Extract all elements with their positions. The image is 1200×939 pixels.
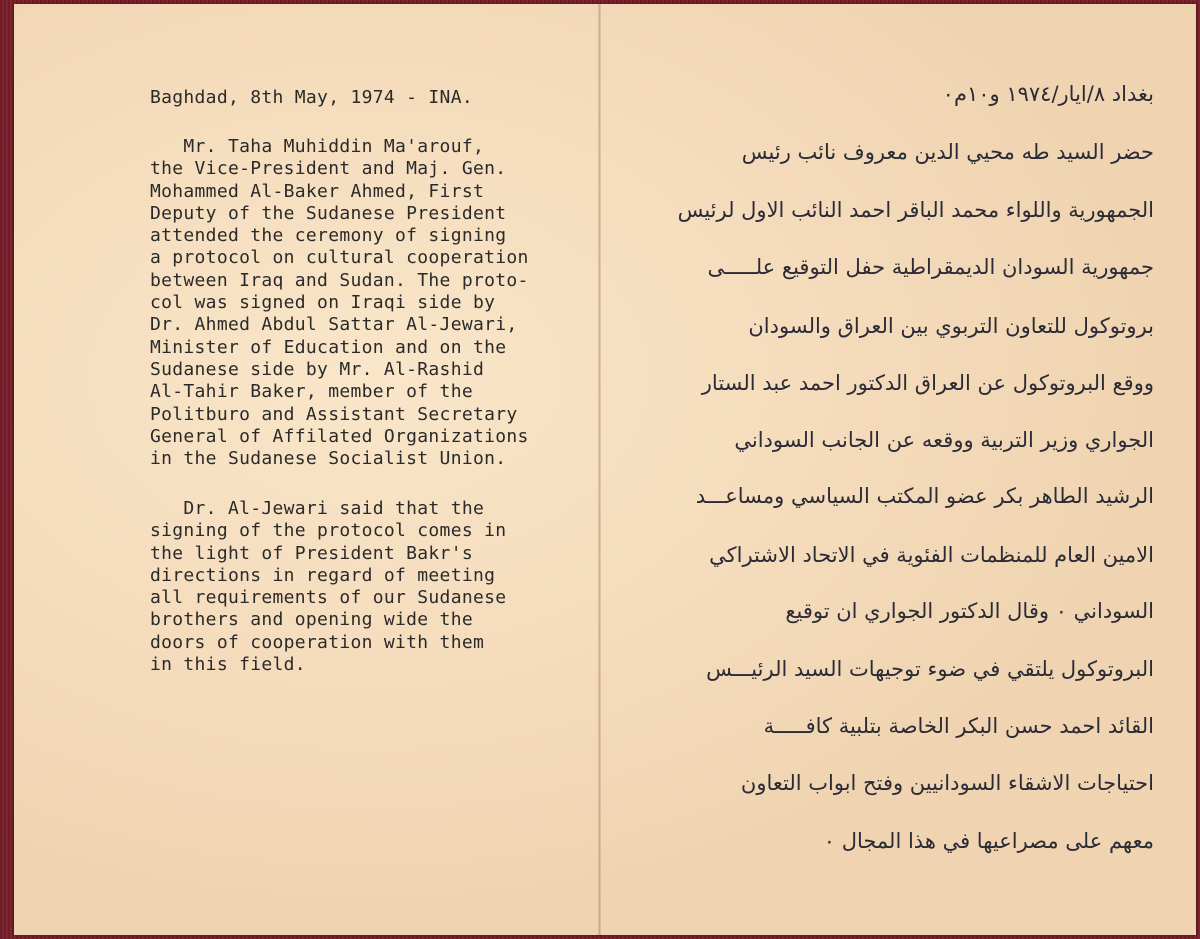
arabic-line: البروتوكول يلتقي في ضوء توجيهات السيد الرئيـــس [706, 657, 1154, 681]
arabic-line: معهم على مصراعيها في هذا المجال ٠ [823, 829, 1154, 853]
arabic-line: جمهورية السودان الديمقراطية حفل التوقيع علـــــى [707, 255, 1154, 279]
arabic-line: الامين العام للمنظمات الفئوية في الاتحاد الاشتراكي [709, 543, 1154, 567]
english-paragraph-2: Dr. Al-Jewari said that the signing of the protocol comes in the light of President Bakr's directions in regard of meeting all requirements of our Sudanese brothers and opening wide the doors of cooperation with them in this field. [150, 498, 507, 676]
arabic-line: القائد احمد حسن البكر الخاصة بتلبية كافـــــة [763, 714, 1154, 738]
arabic-dateline: بغداد ٨/ايار/١٩٧٤ و١٠م٠ [942, 82, 1154, 106]
english-dateline: Baghdad, 8th May, 1974 - INA. [150, 87, 473, 108]
english-paragraph-1: Mr. Taha Muhiddin Ma'arouf, the Vice-President and Maj. Gen. Mohammed Al-Baker Ahmed, First Deputy of the Sudanese President attended the ceremony of signing a protocol on cultural cooperation between Iraq and Sudan. The proto- col was signed on Iraqi side by Dr. Ahmed Abdul Sattar Al-Jewari, Minister of Education and on the Sudanese side by Mr. Al-Rashid Al-Tahir Baker, member of the Politburo and Assistant Secretary General of Affilated Organizations in the Sudanese Socialist Union. [150, 136, 529, 470]
arabic-line: بروتوكول للتعاون التربوي بين العراق والسودان [748, 314, 1154, 338]
arabic-line: الجواري وزير التربية ووقعه عن الجانب السوداني [734, 428, 1154, 452]
arabic-line: الجمهورية واللواء محمد الباقر احمد النائب الاول لرئيس [677, 198, 1154, 222]
arabic-line: حضر السيد طه محيي الدين معروف نائب رئيس [741, 140, 1154, 164]
arabic-line: احتياجات الاشقاء السودانيين وفتح ابواب التعاون [740, 771, 1154, 795]
arabic-line: الرشيد الطاهر بكر عضو المكتب السياسي ومساعـــد [695, 484, 1154, 508]
arabic-line: ووقع البروتوكول عن العراق الدكتور احمد عبد الستار [701, 371, 1154, 395]
arabic-line: السوداني ٠ وقال الدكتور الجواري ان توقيع [785, 599, 1154, 623]
